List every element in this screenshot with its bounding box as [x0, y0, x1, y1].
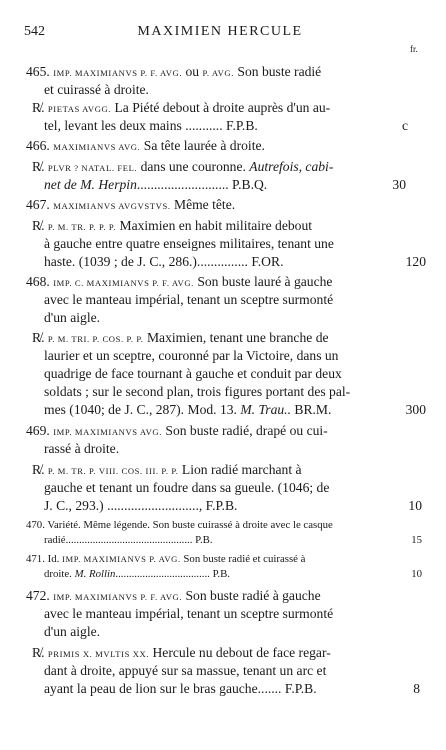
price: c [401, 118, 408, 133]
price: 120 [405, 254, 426, 269]
entry-number: 472. [26, 588, 50, 603]
entry-line: tel, levant les deux mains ........... F.P.B. [44, 118, 258, 133]
reverse-line: R̸. P. M. TR. P. P. P. Maximien en habit militaire debout [32, 218, 313, 233]
reverse-line: R̸. P. M. TRI. P. COS. P. P. Maximien, tenant une branche de [32, 330, 329, 345]
page-number: 542 [24, 24, 45, 39]
entry-number: 470. [26, 519, 45, 531]
collection-code: BR.M. [290, 402, 332, 417]
entry-line: net de M. Herpin........................... P.B.Q. [44, 177, 268, 192]
collection-code: P.B. [195, 534, 213, 546]
entry-line: 467. MAXIMIANVS AVGVSTVS. Même tête. [26, 197, 236, 212]
reverse-mark: R̸. [32, 330, 45, 345]
entry-line: mes (1040; de J. C., 287). Mod. 13. M. Trau.. BR.M. [44, 402, 332, 417]
entry-line: droite. M. Rollin................................... P.B. [44, 568, 230, 580]
running-title: MAXIMIEN HERCULE [137, 24, 303, 39]
legend: IMP. MAXIMIANVS P. F. AVG. [53, 68, 183, 78]
reverse-line: R̸. PRIMIS X. MVLTIS XX. Hercule nu debout de face regar- [32, 645, 331, 660]
entry-line: J. C., 293.) ..........................., F.P.B. [44, 498, 238, 513]
legend: PRIMIS X. MVLTIS XX. [47, 649, 150, 659]
price: 30 [392, 177, 406, 192]
collection-code: F.P.B. [284, 681, 317, 696]
legend: P. M. TR. P. P. P. [47, 222, 117, 232]
legend: P. AVG. [202, 68, 234, 78]
entry-number: 471. [26, 553, 45, 565]
entry-line: rassé à droite. [44, 441, 120, 456]
reverse-line: R̸. PIETAS AVGG. La Piété debout à droite auprès d'un au- [32, 100, 331, 115]
entry-line: d'un aigle. [44, 624, 101, 639]
legend: P. M. TRI. P. COS. P. P. [47, 334, 144, 344]
entry-line: dant à droite, appuyé sur sa massue, tenant un arc et [44, 663, 327, 678]
legend: PLVR ? NATAL. FEL. [47, 163, 138, 173]
entry-line: à gauche entre quatre enseignes militaires, tenant une [44, 236, 334, 251]
entry-number: 468. [26, 274, 50, 289]
reverse-mark: R̸. [32, 159, 45, 174]
entry-line: d'un aigle. [44, 310, 101, 325]
entry-line: avec le manteau impérial, tenant un sceptre surmonté [44, 292, 334, 307]
entry-line: 468. IMP. C. MAXIMIANVS P. F. AVG. Son buste lauré à gauche [26, 274, 333, 289]
entry-line: gauche et tenant un foudre dans sa gueule. (1046; de [44, 480, 330, 495]
reverse-mark: R̸. [32, 462, 45, 477]
entry-line: haste. (1039 ; de J. C., 286.)............... F.OR. [44, 254, 284, 269]
entry-line: quadrige de face tournant à gauche et conduit par deux [44, 366, 342, 381]
reverse-mark: R̸. [32, 100, 45, 115]
entry-number: 465. [26, 64, 50, 79]
entry-line: ayant la peau de lion sur le bras gauche....... F.P.B. [44, 681, 317, 696]
price: 15 [411, 534, 422, 546]
entry-line: soldats ; sur le second plan, trois figures portant des pal- [44, 384, 351, 399]
entry-number: 466. [26, 138, 50, 153]
legend: MAXIMIANVS AVGVSTVS. [53, 201, 171, 211]
legend: IMP. MAXIMIANVS P. AVG. [62, 554, 181, 564]
reverse-mark: R̸. [32, 645, 45, 660]
entry-line: 469. IMP. MAXIMIANVS AVG. Son buste radié, drapé ou cui- [26, 423, 328, 438]
collection-code: P.B.Q. [232, 177, 268, 192]
collection-code: F.P.B. [205, 498, 238, 513]
legend: MAXIMIANVS AVG. [53, 142, 141, 152]
entry-line: 470. Variété. Même légende. Son buste cuirassé à droite avec le casque [26, 519, 333, 531]
entry-line: et cuirassé à droite. [44, 82, 149, 97]
collection-code: P.B. [212, 568, 230, 580]
legend: IMP. C. MAXIMIANVS P. F. AVG. [53, 278, 194, 288]
entry-number: 469. [26, 423, 50, 438]
price: 10 [411, 568, 422, 580]
reverse-mark: R̸. [32, 218, 45, 233]
collection-code: F.P.B. [226, 118, 258, 133]
entry-line: avec le manteau impérial, tenant un sceptre surmonté [44, 606, 334, 621]
price-column-label: fr. [410, 44, 418, 54]
reverse-line: R̸. P. M. TR. P. VIII. COS. III. P. P. Lion radié marchant à [32, 462, 302, 477]
entry-line: 472. IMP. MAXIMIANVS P. F. AVG. Son buste radié à gauche [26, 588, 321, 603]
page-header [0, 24, 446, 54]
entry-line: laurier et un sceptre, couronné par la Victoire, dans un [44, 348, 339, 363]
legend: PIETAS AVGG. [47, 104, 112, 114]
entry-line: 466. MAXIMIANVS AVG. Sa tête laurée à droite. [26, 138, 265, 153]
entry-line: 465. IMP. MAXIMIANVS P. F. AVG. ou P. AVG. Son buste radié [26, 64, 322, 79]
legend: IMP. MAXIMIANVS P. F. AVG. [53, 592, 183, 602]
entry-line: 471. Id. IMP. MAXIMIANVS P. AVG. Son buste radié et cuirassé à [26, 553, 306, 565]
legend: P. M. TR. P. VIII. COS. III. P. P. [47, 466, 179, 476]
collection-code: F.OR. [251, 254, 284, 269]
price: 10 [408, 498, 422, 513]
entry-number: 467. [26, 197, 50, 212]
entry-line: radié............................................... P.B. [44, 534, 213, 546]
price: 300 [405, 402, 426, 417]
legend: IMP. MAXIMIANVS AVG. [53, 427, 162, 437]
price: 8 [413, 681, 420, 696]
reverse-line: R̸. PLVR ? NATAL. FEL. dans une couronne. Autrefois, cabi- [32, 159, 334, 174]
